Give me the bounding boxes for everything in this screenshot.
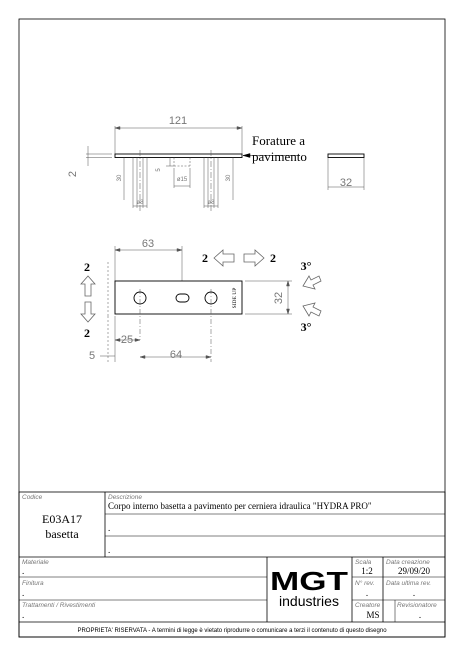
callout-line-1: Forature a [252,133,306,148]
footer-copyright: PROPRIETA' RISERVATA - A termini di legge è vietato riprodurre o comunicare a terzi il contenuto di questo disegno [77,628,387,634]
materiale-label: Materiale [22,559,49,566]
side-up-label: SIDE UP [232,287,238,309]
materiale-value: . [22,566,25,576]
data-creazione-value: 29/09/20 [397,566,431,576]
logo-mgt: MGT [270,566,349,596]
nrev-label: N° rev. [355,580,375,587]
angle-adjust-arrows [303,276,321,316]
dim-pin-left-dia: ø8 [136,200,144,206]
revisionatore-label: Revisionatore [397,602,437,609]
dim-25: 25 [120,334,134,346]
dim-end-width: 32 [339,177,353,189]
logo-industries: industries [279,593,339,609]
vertical-adjust-arrows [81,276,95,322]
codice-name: basetta [45,527,79,541]
creatore-label: Creatore [355,602,381,609]
data-ultima-label: Data ultima rev. [386,580,432,587]
adj-vertical-bottom: 2 [84,326,90,340]
callout-line-2: pavimento [252,149,307,164]
drawing-border [19,19,445,637]
revisionatore-value: . [418,610,422,620]
dim-5: 5 [88,350,96,362]
horizontal-adjust-arrows [214,250,264,266]
adj-angle-top: 3° [300,259,312,273]
finitura-value: . [22,588,25,598]
descrizione-label: Descrizione [108,494,142,501]
title-block [19,492,445,637]
dim-32-top: 32 [273,291,285,305]
descrizione-line-2: . [108,523,111,533]
dim-overall-length: 121 [168,115,188,127]
dim-64: 64 [169,349,183,361]
nrev-value: . [365,588,369,598]
trattamenti-value: . [22,610,25,620]
dim-pin-right-dia: ø8 [207,200,215,206]
dim-63: 63 [141,238,155,250]
descrizione-value: Corpo interno basetta a pavimento per cerniera idraulica "HYDRA PRO" [108,501,372,511]
trattamenti-label: Trattamenti / Rivestimenti [22,602,96,609]
dim-center-hole-dia: ø15 [176,177,188,183]
adj-horizontal-left: 2 [202,251,208,265]
creatore-value: MS [366,610,380,620]
finitura-label: Finitura [22,580,44,587]
adj-angle-bottom: 3° [300,320,312,334]
dim-pin-left-height: 30 [117,174,123,182]
adj-vertical-top: 2 [84,260,90,274]
dim-pin-right-height: 30 [226,174,232,182]
data-ultima-value: . [412,588,416,598]
dim-center-hole-depth: 5 [156,168,162,172]
scala-label: Scala [355,559,372,566]
descrizione-line-3: . [108,545,111,555]
dim-thickness: 2 [67,170,79,178]
codice-value: E03A17 [42,512,82,526]
data-creazione-label: Data creazione [386,559,430,566]
adj-horizontal-right: 2 [270,251,276,265]
codice-label: Codice [22,494,43,501]
scala-value: 1:2 [361,566,373,576]
